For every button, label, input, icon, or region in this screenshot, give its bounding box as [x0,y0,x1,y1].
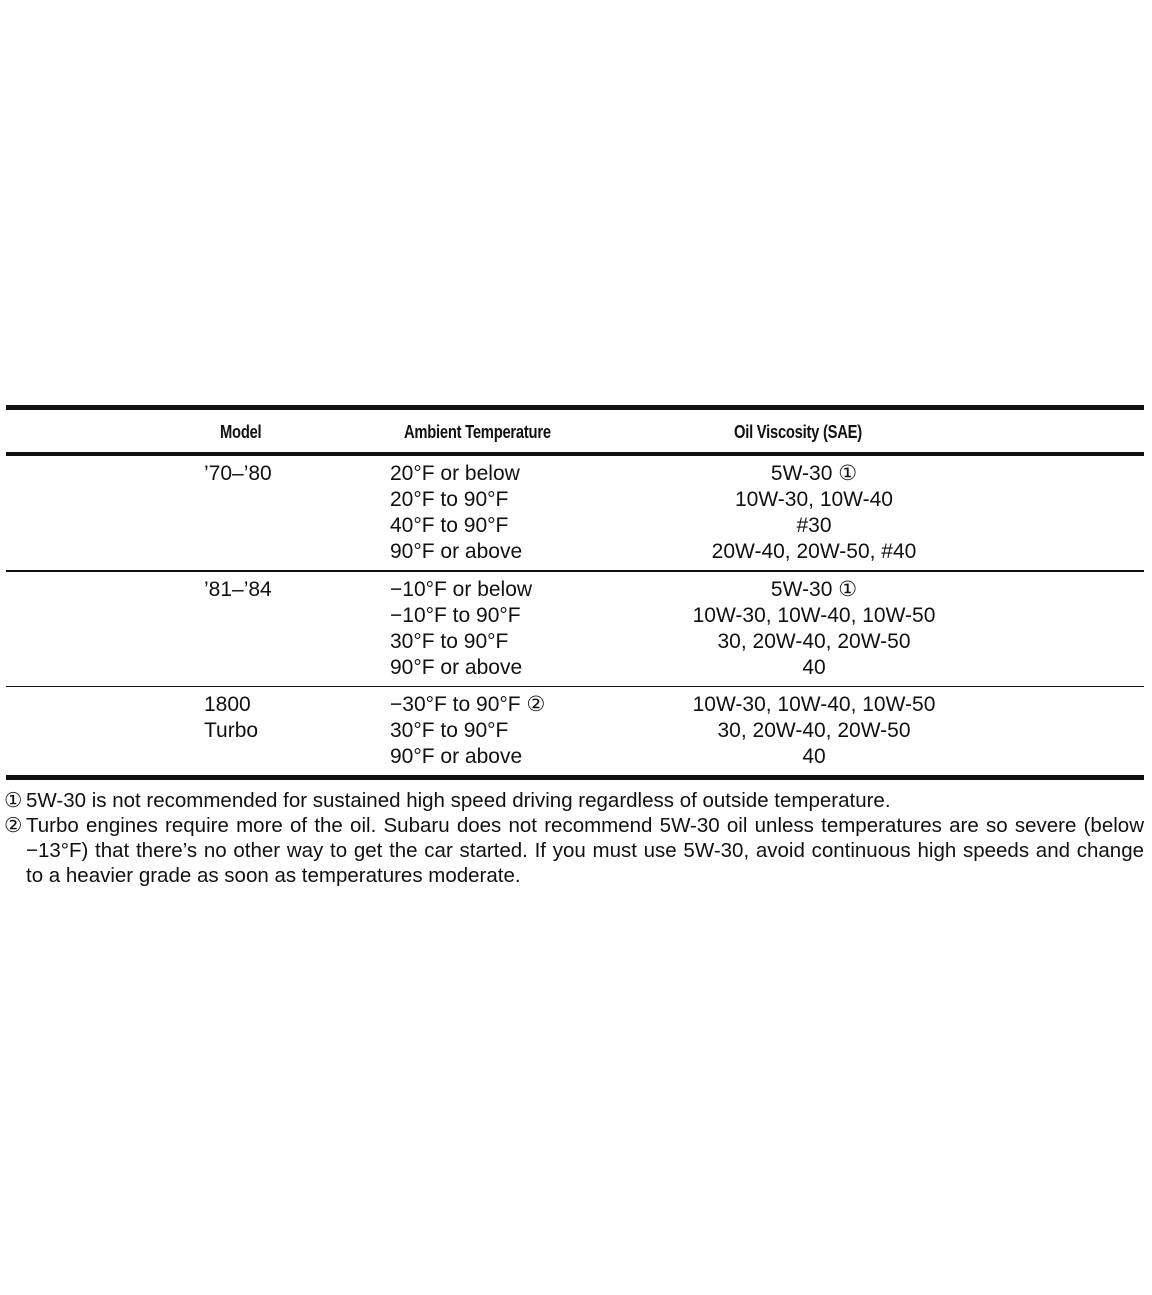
temperature-cell: 90°F or above [390,655,523,679]
temperature-cell: −10°F to 90°F [390,603,521,627]
temperature-cell: 90°F or above [390,745,523,768]
viscosity-cell: 5W-30 ① [770,577,858,601]
table-row [6,487,1144,513]
temperature-cell: 30°F to 90°F [390,629,509,653]
temperature-cell: −30°F to 90°F ② [390,693,546,716]
temperature-cell: −10°F or below [390,577,533,601]
table-row [6,744,1144,770]
footnote-1 [4,788,1144,813]
table-header-row [6,410,1144,452]
viscosity-cell: 30, 20W-40, 20W-50 [717,719,911,742]
table-row [6,577,1144,603]
viscosity-cell: 10W-30, 10W-40, 10W-50 [692,603,936,627]
table-row [6,655,1144,681]
temperature-cell: 20°F or below [390,462,520,485]
footnotes [4,788,1144,888]
table-row [6,629,1144,655]
viscosity-cell: 5W-30 ① [770,462,858,485]
table-row [6,603,1144,629]
model-cell: ’70–’80 [204,462,272,485]
header-oil-viscosity: Oil Viscosity (SAE) [734,422,862,442]
footnote-2 [4,813,1144,888]
header-model: Model [220,422,262,442]
footnote-text: Turbo engines require more of the oil. Subaru does not recommend 5W-30 oil unless temperatures are so severe (below −13°F) that there’s no other way to get the car started. If you must use 5W-30, avoid continuous high speeds and change to a heavier grade as soon as temperatures moderate. [26,814,1144,887]
table-row [6,539,1144,565]
temperature-cell: 30°F to 90°F [390,719,509,742]
temperature-cell: 40°F to 90°F [390,514,509,537]
viscosity-cell: 30, 20W-40, 20W-50 [717,629,911,653]
model-group-1800-turbo [6,687,1144,775]
model-cell: 1800 [204,693,251,716]
header-ambient-temperature: Ambient Temperature [404,422,551,442]
viscosity-cell: 40 [802,655,826,679]
oil-viscosity-table [6,405,1144,780]
table-row [6,513,1144,539]
table-row [6,461,1144,487]
table-row [6,718,1144,744]
viscosity-cell: 40 [802,745,826,768]
temperature-cell: 90°F or above [390,540,523,563]
temperature-cell: 20°F to 90°F [390,488,509,511]
viscosity-cell: 10W-30, 10W-40, 10W-50 [692,693,936,716]
model-cell: Turbo [204,719,259,742]
footnote-mark: ② [4,814,23,837]
viscosity-cell: 20W-40, 20W-50, #40 [711,540,917,563]
viscosity-cell: 10W-30, 10W-40 [735,488,893,511]
model-group-81-84 [6,572,1144,686]
table-row [6,692,1144,718]
viscosity-cell: #30 [796,514,832,537]
model-group-70-80 [6,456,1144,570]
footnote-text: 5W-30 is not recommended for sustained high speed driving regardless of outside temperature. [26,789,891,812]
model-cell: ’81–’84 [204,577,272,601]
footnote-mark: ① [4,789,23,812]
table-bottom-rule [6,775,1144,780]
